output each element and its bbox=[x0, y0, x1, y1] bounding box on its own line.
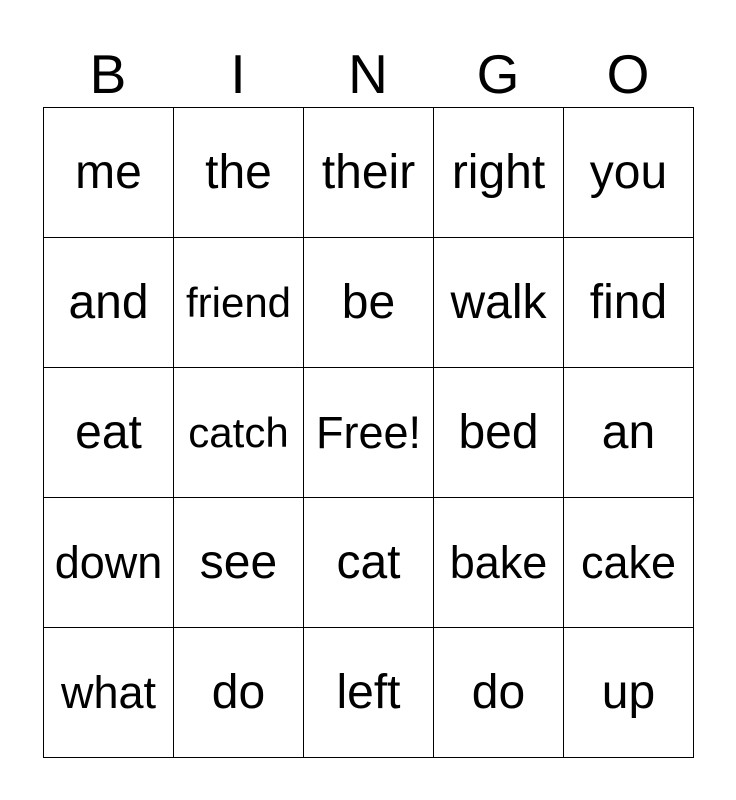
bingo-cell: catch bbox=[174, 368, 304, 498]
bingo-cell: right bbox=[434, 108, 564, 238]
bingo-cell: find bbox=[564, 238, 694, 368]
header-letter-i: I bbox=[230, 42, 246, 105]
bingo-cell: eat bbox=[44, 368, 174, 498]
bingo-cell: see bbox=[174, 498, 304, 628]
bingo-cell: their bbox=[304, 108, 434, 238]
bingo-cell: cat bbox=[304, 498, 434, 628]
bingo-cell: me bbox=[44, 108, 174, 238]
bingo-cell: an bbox=[564, 368, 694, 498]
bingo-cell: down bbox=[44, 498, 174, 628]
bingo-cell: the bbox=[174, 108, 304, 238]
header-letter-b: B bbox=[89, 42, 127, 105]
bingo-cell: and bbox=[44, 238, 174, 368]
bingo-cell: bake bbox=[434, 498, 564, 628]
header-letter-o: O bbox=[606, 42, 650, 105]
bingo-header bbox=[43, 42, 693, 106]
header-letter-n: N bbox=[348, 42, 388, 105]
bingo-board bbox=[43, 107, 694, 758]
free-space-cell: Free! bbox=[304, 368, 434, 498]
bingo-cell: do bbox=[434, 628, 564, 758]
bingo-cell: walk bbox=[434, 238, 564, 368]
bingo-cell: be bbox=[304, 238, 434, 368]
bingo-cell: do bbox=[174, 628, 304, 758]
bingo-cell: cake bbox=[564, 498, 694, 628]
bingo-cell: friend bbox=[174, 238, 304, 368]
header-letter-g: G bbox=[476, 42, 520, 105]
bingo-cell: bed bbox=[434, 368, 564, 498]
bingo-cell: what bbox=[44, 628, 174, 758]
bingo-cell: you bbox=[564, 108, 694, 238]
bingo-cell: up bbox=[564, 628, 694, 758]
bingo-cell: left bbox=[304, 628, 434, 758]
